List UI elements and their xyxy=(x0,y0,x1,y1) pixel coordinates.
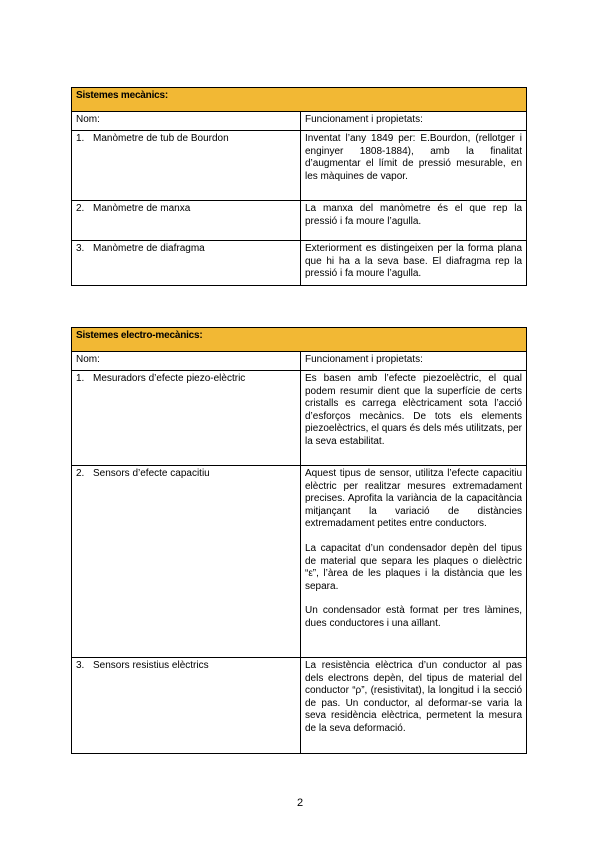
item-number: 3. xyxy=(76,660,85,671)
table-row xyxy=(72,201,527,241)
item-name: Manòmetre de manxa xyxy=(93,203,191,214)
mechanical-systems-table xyxy=(71,87,527,286)
item-number: 2. xyxy=(76,203,85,214)
item-number: 2. xyxy=(76,468,85,479)
name-column-header: Nom: xyxy=(72,112,301,131)
table-row xyxy=(72,371,527,466)
description-column-header: Funcionament i propietats: xyxy=(301,352,527,371)
table-row xyxy=(72,131,527,201)
description-column-header: Funcionament i propietats: xyxy=(301,112,527,131)
table-row xyxy=(72,658,527,754)
item-name: Sensors resistius elèctrics xyxy=(93,660,209,671)
item-number: 3. xyxy=(76,243,85,254)
electromechanical-section-title: Sistemes electro-mecànics: xyxy=(72,328,527,352)
item-name: Mesuradors d’efecte piezo-elèctric xyxy=(93,373,246,384)
table-row xyxy=(72,466,527,658)
item-number: 1. xyxy=(76,373,85,384)
electromechanical-systems-table xyxy=(71,327,527,754)
item-name: Manòmetre de diafragma xyxy=(93,243,205,254)
item-description: Exteriorment es distingeixen per la forma plana que hi ha a la seva base. El diafragma rep la pressió i fa moure l’agulla. xyxy=(305,243,523,280)
item-description: Es basen amb l’efecte piezoelèctric, el qual podem resumir dient que la superfície de certs cristalls es carrega elèctricament sota l’acció d’esforços mecànics. De tots els elements piezoelèctrics, el quars és dels més utilitzats, per la seva estabilitat. xyxy=(305,373,523,447)
page-number: 2 xyxy=(296,797,304,809)
item-name: Sensors d’efecte capacitiu xyxy=(93,468,210,479)
item-description: La resistència elèctrica d’un conductor al pas dels electrons depèn, del tipus de material del conductor “ρ”, (resistivitat), la longitud i la secció de pas. Un conductor, al deformar-se varia la seva residència elèctrica, permetent la mesura de la seva deformació. xyxy=(305,660,523,734)
item-description: La manxa del manòmetre és el que rep la pressió i fa moure l’agulla. xyxy=(305,203,523,227)
table-row xyxy=(72,241,527,286)
item-description: Un condensador està format per tres làmines, dues conductores i una aïllant. xyxy=(305,605,523,629)
item-description: Inventat l’any 1849 per: E.Bourdon, (rellotger i enginyer 1808-1884), amb la finalitat d’augmentar el límit de pressió mesurable, en les màquines de vapor. xyxy=(305,133,523,182)
mechanical-section-title: Sistemes mecànics: xyxy=(72,88,527,112)
item-description: Aquest tipus de sensor, utilitza l’efecte capacitiu elèctric per realitzar mesures extremadament precises. Aprofita la variància de la capacitància mitjançant la variació de distàncies extremadament petites entre conductors. xyxy=(305,468,523,530)
name-column-header: Nom: xyxy=(72,352,301,371)
item-description: La capacitat d’un condensador depèn del tipus de material que separa les plaques o dielèctric “ε”, l’àrea de les plaques i la distància que les separa. xyxy=(305,542,523,592)
item-number: 1. xyxy=(76,133,85,144)
item-name: Manòmetre de tub de Bourdon xyxy=(93,133,229,144)
